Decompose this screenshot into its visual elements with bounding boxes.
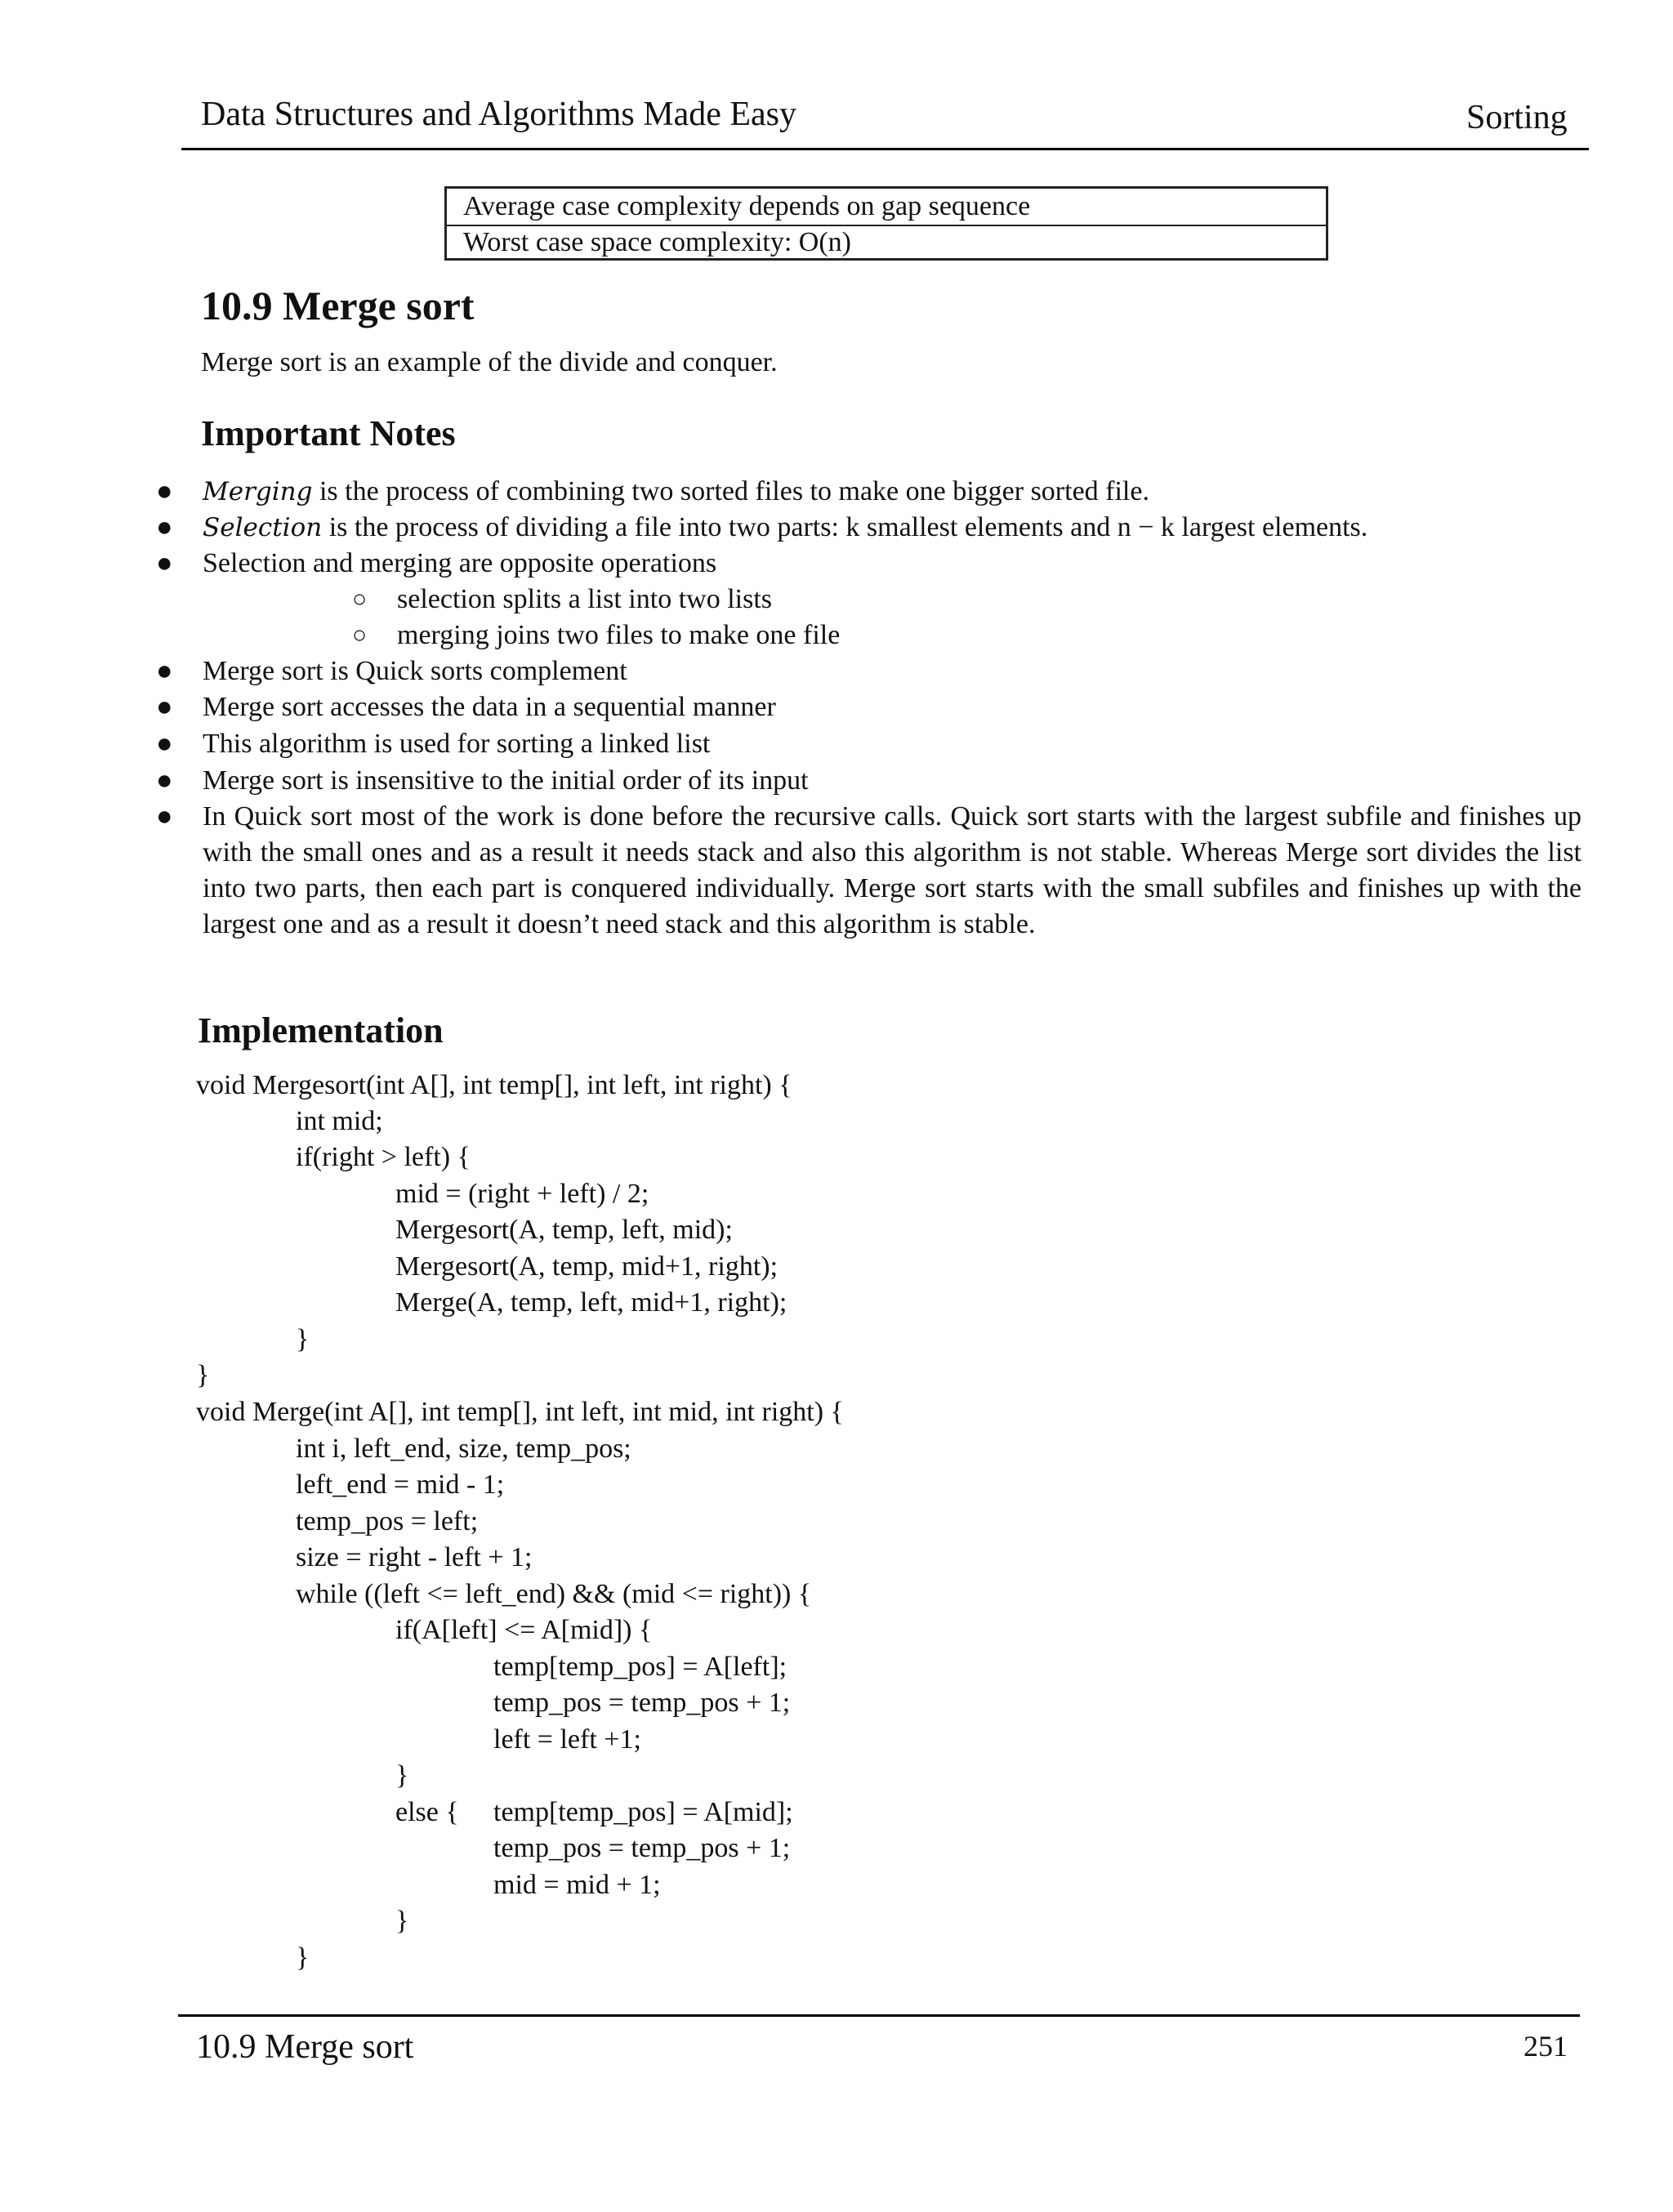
code-line: temp[temp_pos] = A[left]; bbox=[493, 1652, 787, 1682]
list-item bbox=[156, 799, 1582, 943]
list-item-text: In Quick sort most of the work is done before the recursive calls. Quick sort starts with the largest subfile and finishes up with the small ones and as a result it needs stack and also this algorithm is not stable. Whereas Merge sort divides the list into two parts, then each part is conquered individually. Merge sort starts with the small subfiles and finishes up with the largest one and as a result it doesn’t need stack and this algorithm is stable. bbox=[203, 801, 1582, 939]
code-line: void Mergesort(int A[], int temp[], int left, int right) { bbox=[196, 1070, 792, 1100]
circle-bullet-icon: ○ bbox=[352, 622, 368, 649]
code-line: Mergesort(A, temp, mid+1, right); bbox=[395, 1251, 779, 1282]
code-line: } bbox=[196, 1360, 210, 1390]
code-line: } bbox=[395, 1760, 409, 1791]
page-number: 251 bbox=[1524, 2030, 1568, 2063]
complexity-row-divider bbox=[447, 225, 1326, 226]
running-header-chapter: Sorting bbox=[1466, 99, 1568, 136]
bullet-icon: ● bbox=[156, 729, 173, 759]
sub-list-item-text: merging joins two files to make one file bbox=[397, 620, 841, 650]
footer-rule bbox=[178, 2014, 1580, 2017]
list-item bbox=[156, 546, 1582, 582]
list-item-text: is the process of combining two sorted files to make one bigger sorted file. bbox=[312, 476, 1149, 506]
list-item-text: Selection and merging are opposite operations bbox=[203, 548, 717, 578]
list-item-text: Merge sort is insensitive to the initial order of its input bbox=[203, 765, 809, 796]
code-line: int mid; bbox=[296, 1106, 383, 1136]
code-line: } bbox=[296, 1324, 310, 1354]
bullet-icon: ● bbox=[156, 548, 173, 578]
bullet-icon: ● bbox=[156, 476, 173, 506]
code-line: int i, left_end, size, temp_pos; bbox=[296, 1434, 631, 1464]
code-line: temp_pos = left; bbox=[296, 1506, 479, 1536]
list-item-text: This algorithm is used for sorting a linked list bbox=[203, 729, 711, 759]
code-line: if(A[left] <= A[mid]) { bbox=[395, 1615, 653, 1645]
bullet-icon: ● bbox=[156, 656, 173, 686]
code-line: temp[temp_pos] = A[mid]; bbox=[493, 1797, 793, 1827]
code-line: left = left +1; bbox=[493, 1724, 641, 1755]
bullet-icon: ● bbox=[156, 692, 173, 722]
code-line: if(right > left) { bbox=[296, 1142, 471, 1172]
complexity-row: Worst case space complexity: O(n) bbox=[463, 227, 851, 257]
list-item bbox=[156, 474, 1582, 510]
bullet-icon: ● bbox=[156, 801, 173, 832]
header-rule bbox=[181, 148, 1589, 150]
sub-list-item-text: selection splits a list into two lists bbox=[397, 584, 772, 614]
sub-list-item bbox=[352, 582, 772, 618]
circle-bullet-icon: ○ bbox=[352, 586, 368, 613]
implementation-heading: Implementation bbox=[198, 1010, 444, 1050]
list-item bbox=[156, 726, 1582, 762]
list-item bbox=[156, 689, 1582, 725]
list-item bbox=[156, 763, 1582, 799]
complexity-row: Average case complexity depends on gap sequence bbox=[463, 191, 1031, 221]
code-line: temp_pos = temp_pos + 1; bbox=[493, 1688, 791, 1718]
code-line: size = right - left + 1; bbox=[296, 1542, 533, 1572]
list-item bbox=[156, 653, 1582, 689]
list-item-text: Merge sort is Quick sorts complement bbox=[203, 656, 627, 686]
code-line: while ((left <= left_end) && (mid <= right)) { bbox=[296, 1579, 812, 1609]
footer-section: 10.9 Merge sort bbox=[196, 2028, 414, 2066]
code-line: else { bbox=[395, 1797, 459, 1827]
bullet-icon: ● bbox=[156, 512, 173, 542]
bullet-icon: ● bbox=[156, 765, 173, 796]
section-intro: Merge sort is an example of the divide and conquer. bbox=[201, 347, 778, 377]
complexity-table bbox=[444, 186, 1328, 261]
code-line: temp_pos = temp_pos + 1; bbox=[493, 1833, 791, 1863]
code-line: left_end = mid - 1; bbox=[296, 1469, 505, 1500]
list-item bbox=[156, 510, 1582, 546]
running-header-title: Data Structures and Algorithms Made Easy bbox=[201, 96, 797, 133]
code-line: } bbox=[395, 1906, 409, 1936]
term-selection: Selection bbox=[203, 513, 323, 542]
code-line: } bbox=[296, 1942, 310, 1973]
list-item-text: is the process of dividing a file into two parts: k smallest elements and n − k largest elements. bbox=[322, 512, 1368, 542]
code-line: Mergesort(A, temp, left, mid); bbox=[395, 1215, 733, 1245]
code-line: mid = (right + left) / 2; bbox=[395, 1179, 649, 1209]
section-title: 10.9 Merge sort bbox=[201, 283, 475, 328]
code-line: void Merge(int A[], int temp[], int left, int mid, int right) { bbox=[196, 1397, 844, 1427]
list-item-text: Merge sort accesses the data in a sequential manner bbox=[203, 692, 776, 722]
sub-list-item bbox=[352, 618, 841, 653]
term-merging: Merging bbox=[203, 477, 313, 506]
code-line: Merge(A, temp, left, mid+1, right); bbox=[395, 1287, 787, 1318]
notes-heading: Important Notes bbox=[201, 413, 456, 453]
code-line: mid = mid + 1; bbox=[493, 1870, 661, 1900]
